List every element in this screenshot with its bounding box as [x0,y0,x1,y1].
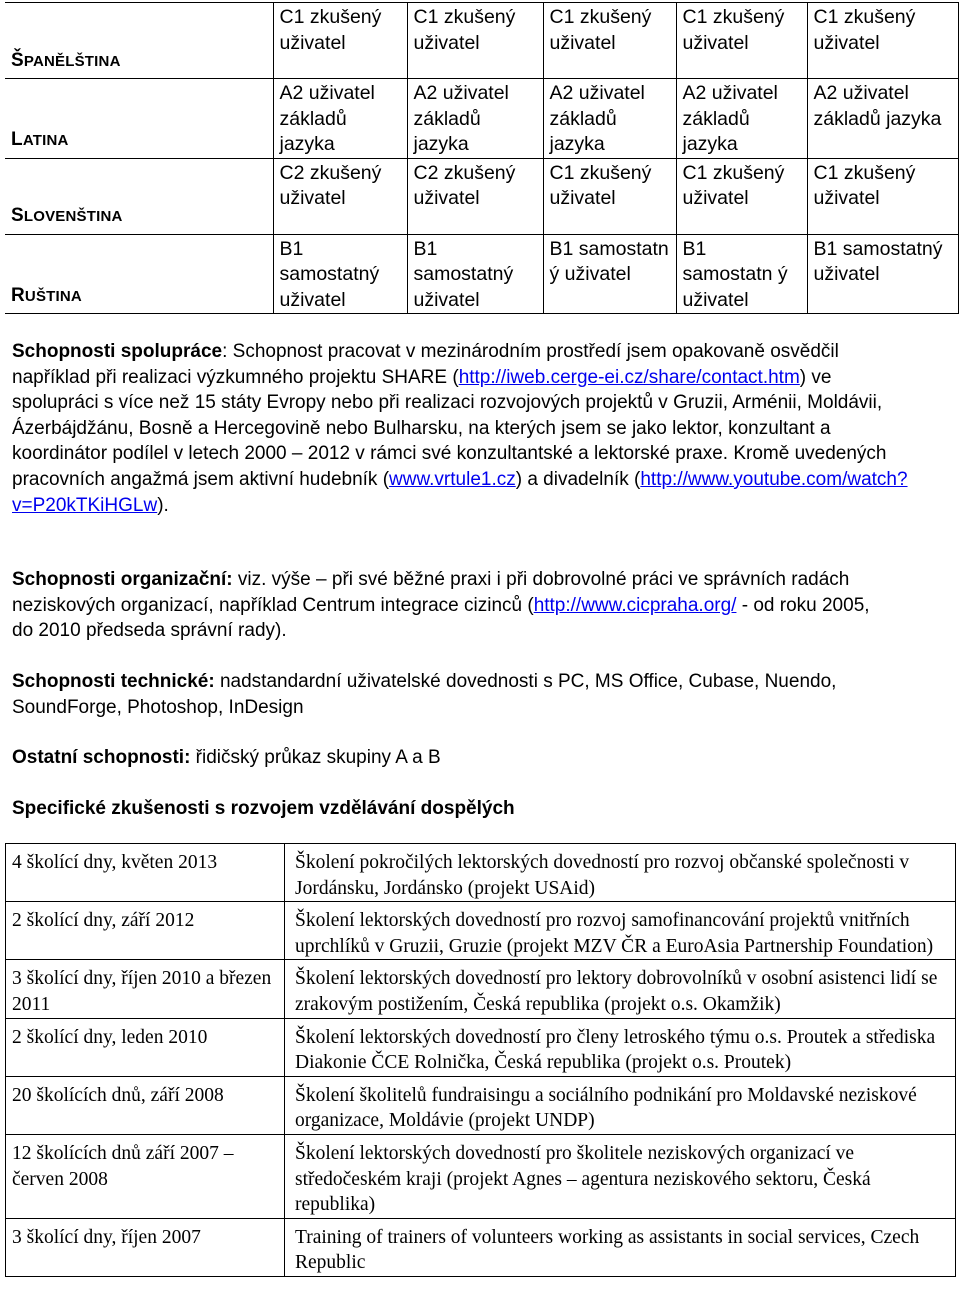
language-row [5,234,958,314]
training-date: 4 školící dny, květen 2013 [6,844,285,902]
technical-heading: Schopnosti technické: [12,671,215,692]
language-level-cell: C1 zkušený uživatel [676,158,807,234]
language-level-cell: B1 samostatný uživatel [407,234,543,314]
share-project-link[interactable]: http://iweb.cerge-ei.cz/share/contact.htm [458,366,800,388]
language-level-cell: C1 zkušený uživatel [807,158,958,234]
vrtule-link[interactable]: www.vrtule1.cz [389,468,516,490]
training-row [6,1076,956,1134]
specific-paragraph [12,796,912,822]
language-row [5,79,958,159]
language-level-cell: C2 zkušený uživatel [273,158,407,234]
language-level-cell: C1 zkušený uživatel [807,3,958,79]
training-date: 3 školící dny, říjen 2007 [6,1218,285,1276]
language-level-cell: C1 zkušený uživatel [543,3,676,79]
training-row [6,1218,956,1276]
cooperation-text-2: ) ve spolupráci s více než 15 státy Evropy nebo při realizaci rozvojových projektů v Gruzii, Arménii, Moldávii, Ázerbájdžánu, Bosně a Hercegovině nebo Bulharsku, na kterých jsem se jako lektor, konzultant a koordinátor podílel v letech 2000 – 2012 v rámci své konzultantské a lektorské praxe. Kromě uvedených pracovních angažmá jsem aktivní hudebník ( [12,366,887,490]
language-level-cell: A2 uživatel základů jazyka [407,79,543,159]
technical-text: nadstandardní uživatelské dovednosti s PC, MS Office, Cubase, Nuendo, SoundForge, Photoshop, InDesign [12,671,837,718]
training-description: Školení lektorských dovedností pro členy letroského týmu o.s. Proutek a střediska Diakonie ČCE Rolnička, Česká republika (projekt o.s. Proutek) [285,1018,956,1076]
language-name: RUŠTINA [5,234,273,314]
training-description: Školení školitelů fundraisingu a sociálního podnikání pro Moldavské neziskové organizace, Moldávie (projekt UNDP) [285,1076,956,1134]
cooperation-heading: Schopnosti spolupráce [12,341,223,362]
cooperation-text-3: ) a divadelník ( [515,468,641,490]
other-text: řidičský průkaz skupiny A a B [190,747,441,768]
language-level-cell: B1 samostatn ý uživatel [543,234,676,314]
specific-heading: Specifické zkušenosti s rozvojem vzdělávání dospělých [12,798,515,819]
cooperation-text-1: : Schopnost pracovat v mezinárodním prostředí jsem opakovaně osvědčil například při realizaci výzkumného projektu SHARE ( [12,341,839,388]
training-description: Školení lektorských dovedností pro rozvoj samofinancování projektů vnitřních uprchlíků v Gruzii, Gruzie (projekt MZV ČR a EuroAsia Partnership Foundation) [285,902,956,960]
organizational-text-1: viz. výše – při své běžné praxi i při dobrovolné práci ve správních radách neziskových organizací, například Centrum integrace cizinců ( [12,569,850,616]
training-description: Školení lektorských dovedností pro lektory dobrovolníků v osobní asistenci lidí se zrakovým postižením, Česká republika (projekt o.s. Okamžik) [285,960,956,1018]
cooperation-paragraph [12,339,912,518]
training-date: 20 školících dnů, září 2008 [6,1076,285,1134]
training-row [6,960,956,1018]
language-level-cell: A2 uživatel základů jazyka [807,79,958,159]
training-date: 3 školící dny, říjen 2010 a březen 2011 [6,960,285,1018]
cooperation-text-4: ). [157,494,169,516]
cicpraha-link[interactable]: http://www.cicpraha.org/ [533,594,737,616]
organizational-text-2: - od roku 2005, do 2010 předseda správní rady). [12,594,870,642]
training-description: Training of trainers of volunteers working as assistants in social services, Czech Republic [285,1218,956,1276]
language-level-cell: B1 samostatný uživatel [273,234,407,314]
training-row [6,1134,956,1218]
training-row [6,902,956,960]
language-level-cell: C1 zkušený uživatel [407,3,543,79]
training-description: Školení pokročilých lektorských dovedností pro rozvoj občanské společnosti v Jordánsku, Jordánsko (projekt USAid) [285,844,956,902]
training-description: Školení lektorských dovedností pro školitele neziskových organizací ve středočeském kraji (projekt Agnes – agentura neziskového sektoru, Česká republika) [285,1134,956,1218]
language-level-cell: B1 samostatn ý uživatel [676,234,807,314]
language-level-cell: C1 zkušený uživatel [273,3,407,79]
other-heading: Ostatní schopnosti: [12,747,191,768]
language-level-cell: A2 uživatel základů jazyka [543,79,676,159]
language-level-cell: C1 zkušený uživatel [543,158,676,234]
other-paragraph [12,745,912,771]
youtube-link[interactable]: http://www.youtube.com/watch?v=P20kTKiHGLw [12,468,908,516]
training-date: 12 školících dnů září 2007 – červen 2008 [6,1134,285,1218]
organizational-heading: Schopnosti organizační: [12,569,233,590]
organizational-paragraph [12,567,892,644]
training-row [6,1018,956,1076]
language-skills-table [5,2,959,314]
language-level-cell: B1 samostatný uživatel [807,234,958,314]
trainings-table [5,843,956,1277]
language-level-cell: C2 zkušený uživatel [407,158,543,234]
language-level-cell: C1 zkušený uživatel [676,3,807,79]
language-row [5,158,958,234]
language-level-cell: A2 uživatel základů jazyka [273,79,407,159]
language-name: ŠPANĚLŠTINA [5,3,273,79]
language-row [5,3,958,79]
training-date: 2 školící dny, září 2012 [6,902,285,960]
language-name: LATINA [5,79,273,159]
language-level-cell: A2 uživatel základů jazyka [676,79,807,159]
training-row [6,844,956,902]
language-name: SLOVENŠTINA [5,158,273,234]
training-date: 2 školící dny, leden 2010 [6,1018,285,1076]
technical-paragraph [12,669,892,720]
